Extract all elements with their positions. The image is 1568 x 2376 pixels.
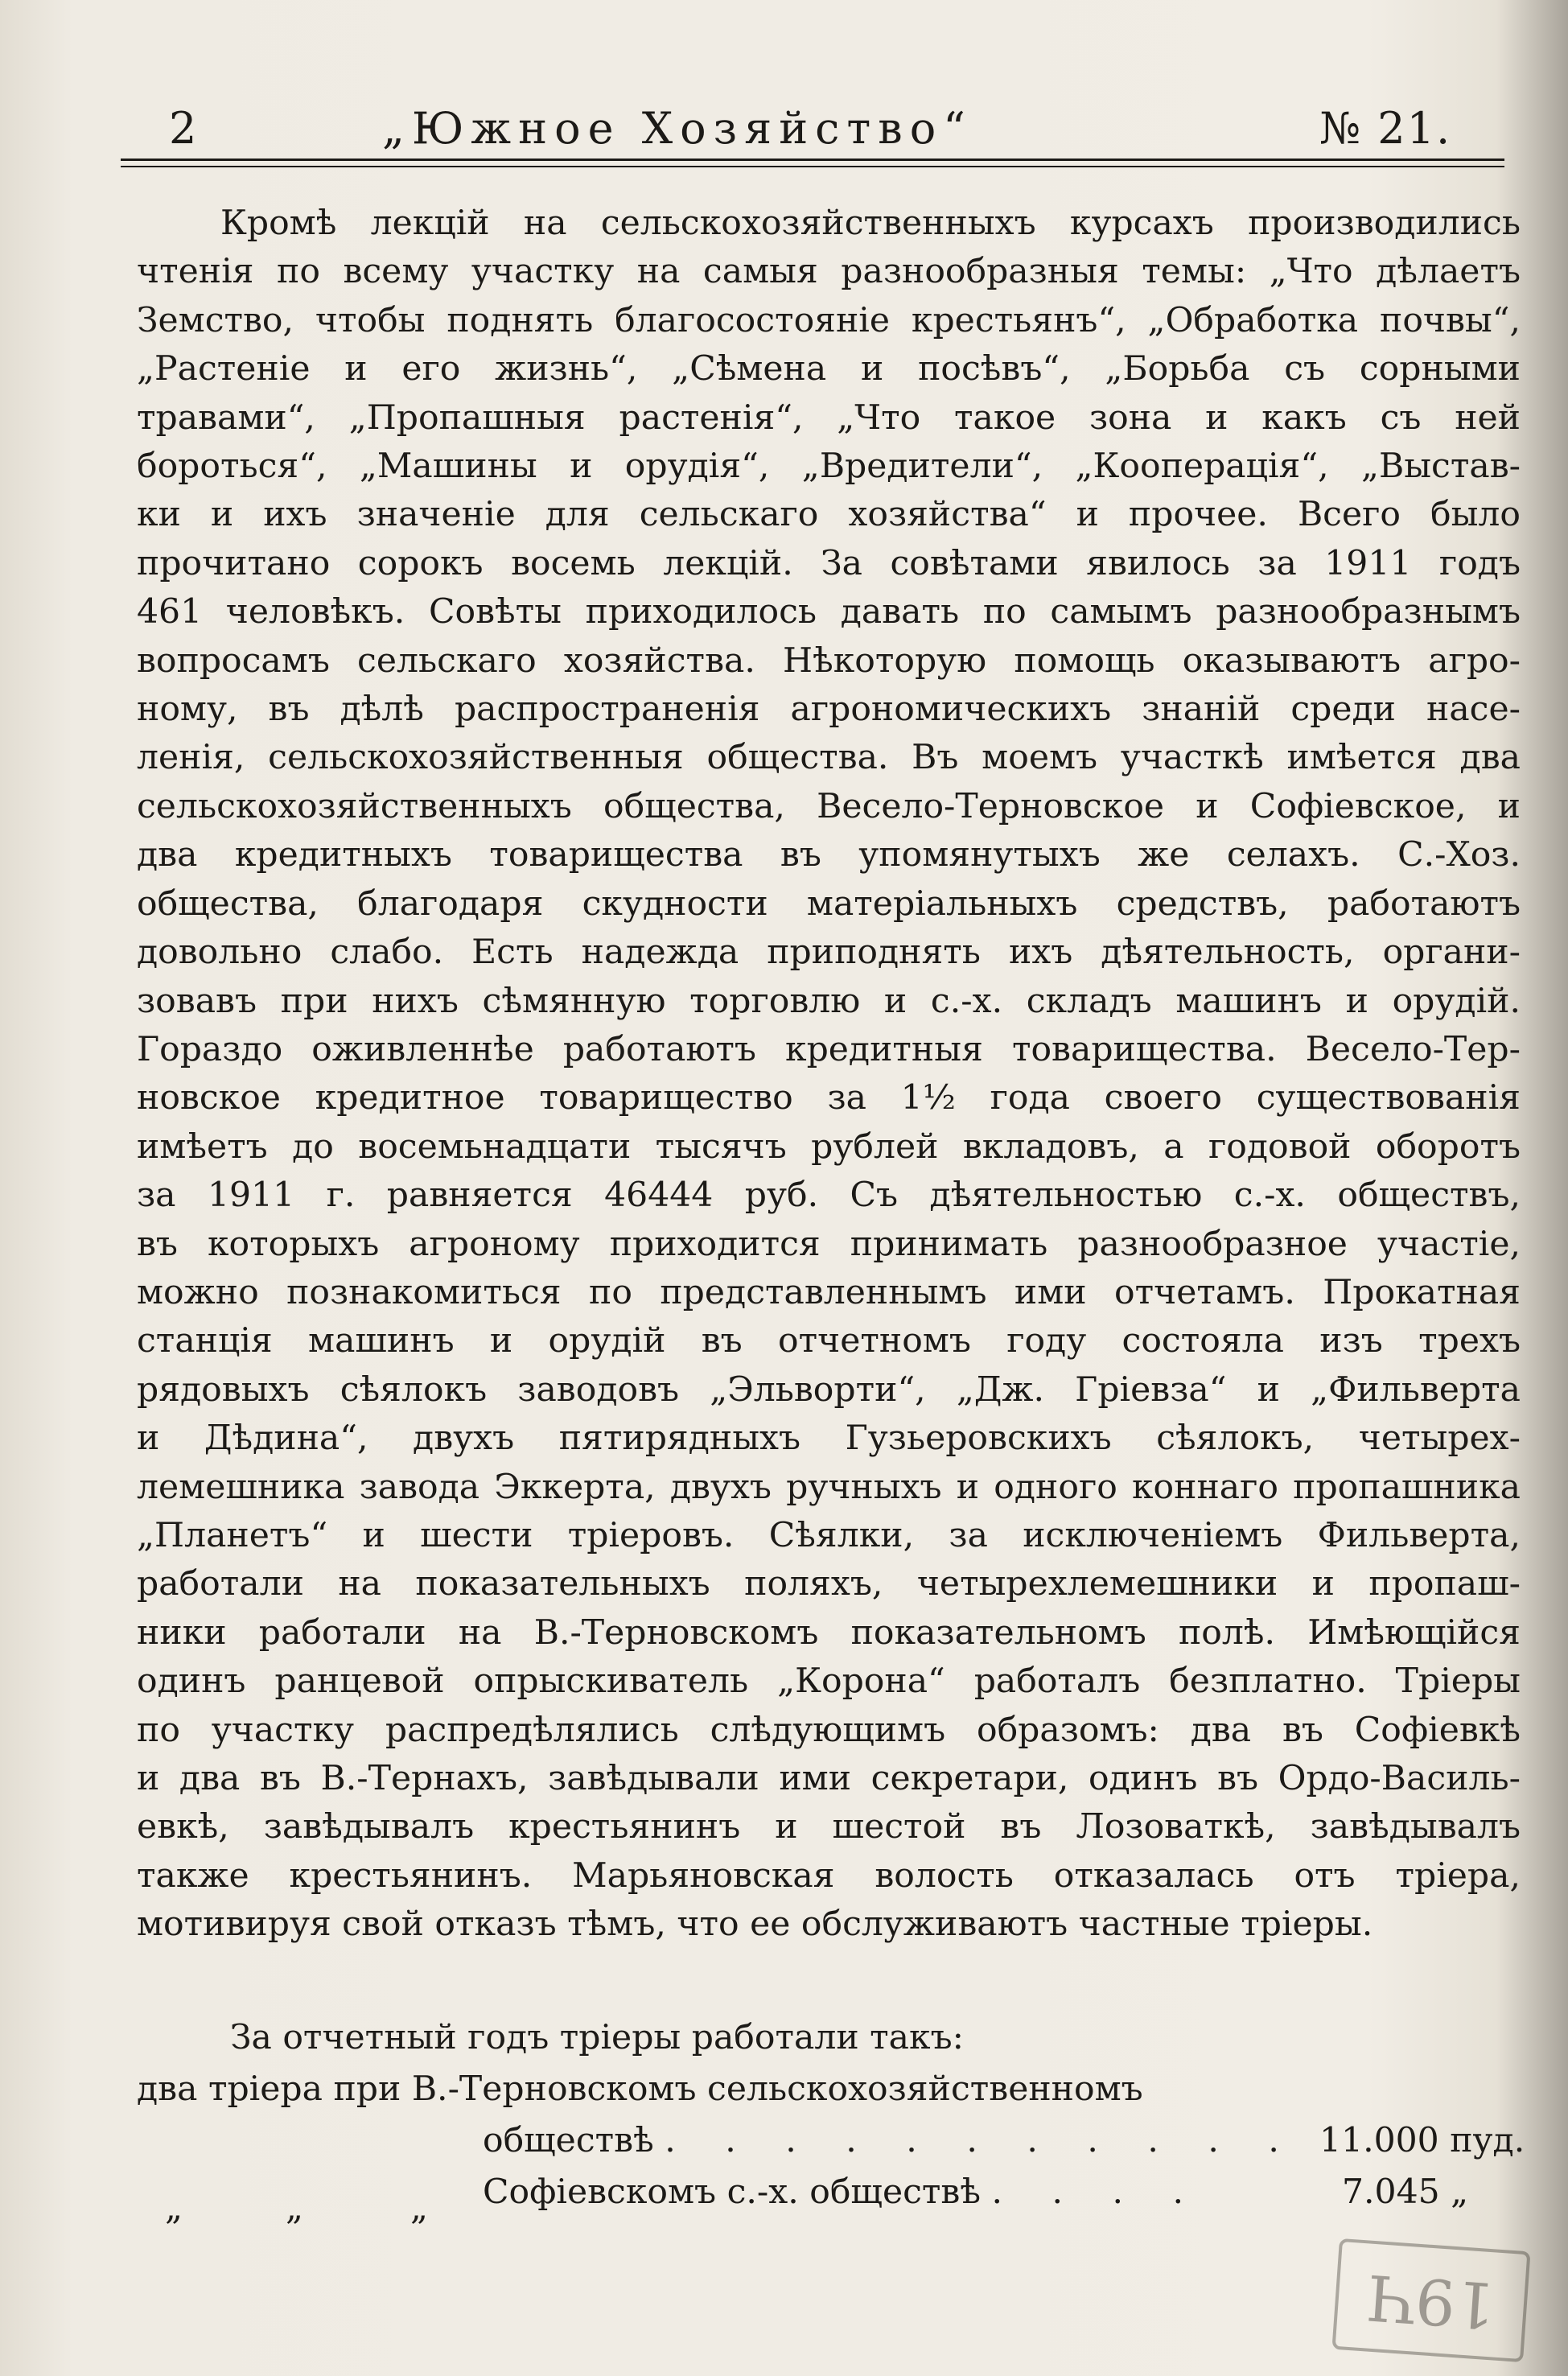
text-line: въ которыхъ агроному приходится принимать разнообразное участіе, [137,1224,1521,1264]
text-line: лемешника завода Эккерта, двухъ ручныхъ и одного коннаго пропашника [137,1467,1521,1507]
page-number: 2 [169,103,204,154]
text-line: также крестьянинъ. Марьяновская волость отказалась отъ тріера, [137,1855,1521,1896]
text-line: Кромѣ лекцій на сельскохозяйственныхъ курсахъ производились [220,204,1521,243]
text-line: общества, благодаря скудности матеріальныхъ средствъ, работаютъ [137,883,1521,924]
text-line: и Дѣдина“, двухъ пятирядныхъ Гузьеровскихъ сѣялокъ, четырех- [137,1419,1521,1459]
text-line: 461 человѣкъ. Совѣты приходилось давать по самымъ разнообразнымъ [137,592,1521,632]
text-line: имѣетъ до восемьнадцати тысячъ рублей вкладовъ, а годовой оборотъ [137,1126,1521,1167]
text-line: два кредитныхъ товарищества въ упомянутыхъ же селахъ. С.-Хоз. [137,835,1521,875]
text-line: Гораздо оживленнѣе работаютъ кредитныя товарищества. Весело-Тер- [137,1029,1521,1069]
trier-row-3 [483,2172,1203,2212]
text-line: по участку распредѣлялись слѣдующимъ образомъ: два въ Софіевкѣ [137,1710,1521,1750]
text-line: чтенія по всему участку на самыя разнообразныя темы: „Что дѣлаетъ [137,252,1521,292]
trier-row-3-value: 7.045 „ [1342,2172,1469,2212]
ditto-mark: „ [165,2189,183,2228]
text-line: евкѣ, завѣдывалъ крестьянинъ и шестой въ Лозоваткѣ, завѣдывалъ [137,1807,1521,1847]
text-line: станція машинъ и орудій въ отчетномъ году состояла изъ трехъ [137,1321,1521,1361]
text-line: ники работали на В.-Терновскомъ показательномъ полѣ. Имѣющійся [137,1612,1521,1653]
ditto-mark: „ [410,2189,429,2228]
text-line: вопросамъ сельскаго хозяйства. Нѣкоторую помощь оказываютъ агро- [137,640,1521,681]
leader-dots: . . . . . . . . . . . [665,2121,1298,2160]
library-stamp: 19Ч [1331,2238,1530,2362]
journal-title: „Южное Хозяйство“ [382,103,973,154]
header-rule-bottom [121,166,1504,167]
trier-row-3-label: Софіевскомъ с.-х. обществѣ [483,2172,981,2212]
text-line: за 1911 г. равняется 46444 руб. Съ дѣятельностью с.-х. обществъ, [137,1176,1521,1216]
text-line: зовавъ при нихъ сѣмянную торговлю и с.-х. складъ машинъ и орудій. [137,981,1521,1021]
running-header [121,103,1504,167]
text-line: прочитано сорокъ восемь лекцій. За совѣтами явилось за 1911 годъ [137,543,1521,583]
text-line: одинъ ранцевой опрыскиватель „Корона“ работалъ безплатно. Тріеры [137,1662,1521,1702]
text-line: ки и ихъ значеніе для сельскаго хозяйства“ и прочее. Всего было [137,495,1521,535]
main-paragraph [137,200,1521,1950]
text-line: довольно слабо. Есть надежда приподнять ихъ дѣятельность, органи- [137,933,1521,973]
text-line: новское кредитное товарищество за 1½ года своего существованія [137,1078,1521,1118]
text-line: работали на показательныхъ поляхъ, четырехлемешники и пропаш- [137,1564,1521,1604]
leader-dots: . . . . [991,2172,1204,2212]
text-line: „Планетъ“ и шести тріеровъ. Сѣялки, за исключеніемъ Фильверта, [137,1515,1521,1555]
trier-row-2-value: 11.000 пуд. [1319,2121,1525,2160]
text-line: травами“, „Пропашныя растенія“, „Что такое зона и какъ съ ней [137,397,1521,438]
text-line: сельскохозяйственныхъ общества, Весело-Терновское и Софіевское, и [137,786,1521,826]
trier-row-2-label: обществѣ [483,2121,654,2160]
text-line: рядовыхъ сѣялокъ заводовъ „Эльворти“, „Дж. Гріевза“ и „Фильверта [137,1369,1521,1410]
ditto-mark: „ [286,2189,304,2228]
trier-row-1-label: два тріера при В.-Терновскомъ сельскохозяйственномъ [137,2069,1143,2109]
text-line: можно познакомиться по представленнымъ ими отчетамъ. Прокатная [137,1272,1521,1312]
trier-row-2 [483,2121,1298,2160]
issue-number: № 21. [1319,103,1452,154]
text-line: бороться“, „Машины и орудія“, „Вредители“, „Кооперація“, „Выстав- [137,447,1521,487]
text-line: „Растеніе и его жизнь“, „Сѣмена и посѣвъ“, „Борьба съ сорными [137,349,1521,389]
header-rule-top [121,159,1504,161]
text-line: и два въ В.-Тернахъ, завѣдывали ими секретари, одинъ въ Ордо-Василь- [137,1759,1521,1798]
text-line: Земство, чтобы поднять благосостояніе крестьянъ“, „Обработка почвы“, [137,300,1521,340]
text-line: ному, въ дѣлѣ распространенія агрономическихъ знаній среди насе- [137,690,1521,730]
text-line: мотивируя свой отказъ тѣмъ, что ее обслуживаютъ частные тріеры. [137,1905,1373,1945]
table-intro: За отчетный годъ тріеры работали такъ: [230,2018,964,2057]
text-line: ленія, сельскохозяйственныя общества. Въ моемъ участкѣ имѣется два [137,738,1521,778]
